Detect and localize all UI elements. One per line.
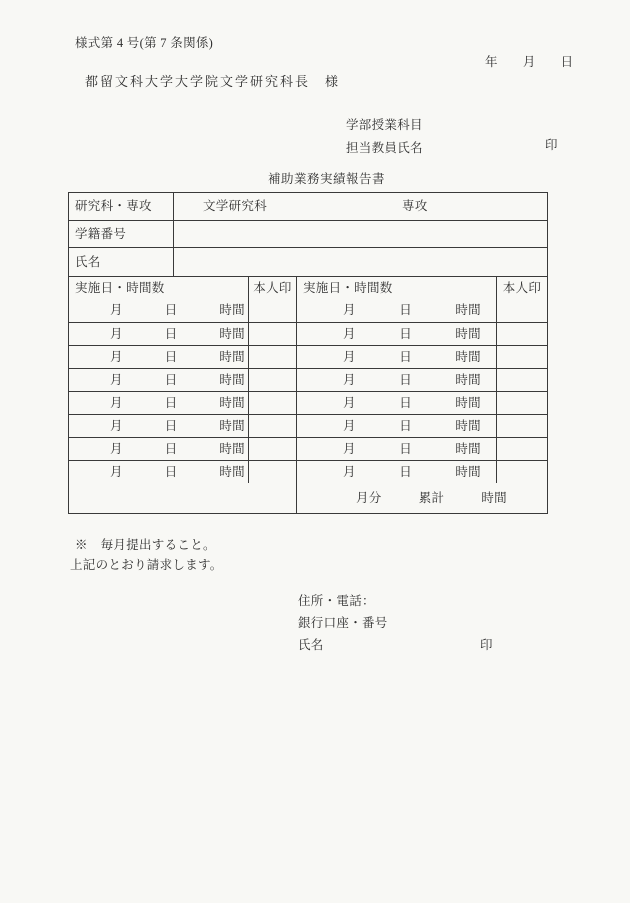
day-label: 日 [164,350,178,364]
month-label: 月 [110,442,123,456]
day-label: 日 [560,55,574,69]
table-total-row [69,483,547,513]
date-cell-right [296,415,496,437]
form-number: 様式第 4 号(第 7 条関係) [75,36,214,50]
research-dept-label: 研究科・専攻 [75,199,152,213]
month-label: 月 [110,465,123,479]
date-row [69,460,547,483]
seal-cell-left [248,299,296,322]
month-label: 月 [110,373,123,387]
address-phone-label: 住所・電話： [298,594,375,608]
date-cell-right [296,323,496,345]
date-cell-left [69,369,248,391]
date-cell-right [296,346,496,368]
day-label: 日 [164,373,178,387]
impl-header-left: 実施日・時間数 [75,281,165,295]
date-cell-left [69,346,248,368]
date-cell-right [296,438,496,460]
table-row-student-id [69,220,547,247]
date-row [69,391,547,414]
month-label: 月 [110,419,123,433]
hours-label: 時間 [219,303,245,317]
date-row [69,368,547,391]
hours-label: 時間 [219,465,245,479]
month-label: 月 [343,327,356,341]
bank-account-label: 銀行口座・番号 [298,616,388,630]
date-cell-left [69,323,248,345]
seal-header-right: 本人印 [496,277,547,299]
hours-label: 時間 [455,373,481,387]
total-month-label: 月分 [356,491,382,505]
table-row-name [69,247,547,276]
table-row-dept [69,193,547,220]
student-id-label: 学籍番号 [75,227,127,241]
hours-label: 時間 [455,327,481,341]
hours-label: 時間 [219,373,245,387]
seal-header-left: 本人印 [248,277,296,299]
day-label: 日 [399,465,412,479]
day-label: 日 [399,303,412,317]
day-label: 日 [164,442,178,456]
day-label: 日 [164,396,178,410]
hours-label: 時間 [455,442,481,456]
day-label: 日 [164,327,178,341]
signer-name-label: 氏名 [298,638,324,652]
month-label: 月 [522,55,536,69]
document-title: 補助業務実績報告書 [268,172,386,186]
hours-label: 時間 [219,327,245,341]
name-label: 氏名 [75,255,101,269]
hours-label: 時間 [455,465,481,479]
course-subject-label: 学部授業科目 [346,118,423,132]
seal-cell-right [496,392,547,414]
seal-cell-right [496,299,547,322]
date-cell-left [69,392,248,414]
day-label: 日 [164,419,178,433]
date-cell-right [296,392,496,414]
instructor-seal-label: 印 [545,138,558,152]
student-id-value-cell [173,221,547,247]
date-cell-right [296,299,496,322]
month-label: 月 [110,396,123,410]
date-cell-left [69,299,248,322]
hours-label: 時間 [219,442,245,456]
date-row [69,322,547,345]
research-dept-value: 文学研究科 [203,199,268,213]
seal-cell-right [496,369,547,391]
year-label: 年 [485,55,498,69]
date-row [69,437,547,460]
name-value-cell [173,248,547,276]
seal-cell-left [248,461,296,483]
addressee: 都留文科大学大学院文学研究科長 様 [85,74,341,89]
day-label: 日 [399,442,412,456]
date-row [69,299,547,322]
month-label: 月 [343,465,356,479]
total-cumulative-label: 累計 [418,491,445,505]
seal-cell-left [248,415,296,437]
hours-label: 時間 [455,303,481,317]
month-label: 月 [110,327,123,341]
hours-label: 時間 [455,419,481,433]
seal-cell-right [496,346,547,368]
seal-cell-left [248,369,296,391]
day-label: 日 [399,350,412,364]
month-label: 月 [110,350,123,364]
date-cell-left [69,461,248,483]
day-label: 日 [164,303,178,317]
date-cell-left [69,415,248,437]
seal-cell-right [496,415,547,437]
date-row [69,345,547,368]
month-label: 月 [343,396,356,410]
major-label: 専攻 [402,199,428,213]
seal-cell-right [496,323,547,345]
seal-cell-left [248,323,296,345]
monthly-submission-note: ※ 毎月提出すること。 [75,538,216,552]
day-label: 日 [399,327,412,341]
date-line [485,52,573,70]
seal-cell-right [496,461,547,483]
day-label: 日 [399,373,412,387]
date-cell-right [296,369,496,391]
hours-label: 時間 [455,350,481,364]
seal-cell-right [496,438,547,460]
total-hours-label: 時間 [481,491,507,505]
report-table [68,192,548,514]
total-cell [296,483,547,513]
day-label: 日 [399,396,412,410]
month-label: 月 [343,350,356,364]
hours-label: 時間 [219,350,245,364]
day-label: 日 [399,419,412,433]
date-cell-left [69,438,248,460]
signer-seal-label: 印 [480,638,493,652]
seal-cell-left [248,392,296,414]
table-header-row [69,276,547,299]
hours-label: 時間 [219,419,245,433]
month-label: 月 [110,303,123,317]
day-label: 日 [164,465,178,479]
seal-cell-left [248,438,296,460]
date-rows [69,299,547,483]
request-statement: 上記のとおり請求します。 [70,558,223,572]
month-label: 月 [343,303,356,317]
research-dept-value-cell [173,193,547,220]
date-row [69,414,547,437]
date-cell-right [296,461,496,483]
month-label: 月 [343,373,356,387]
instructor-name-label: 担当教員氏名 [346,141,423,155]
total-empty-cell [69,483,296,513]
month-label: 月 [343,419,356,433]
impl-header-right: 実施日・時間数 [296,277,496,299]
month-label: 月 [343,442,356,456]
seal-cell-left [248,346,296,368]
hours-label: 時間 [455,396,481,410]
hours-label: 時間 [219,396,245,410]
